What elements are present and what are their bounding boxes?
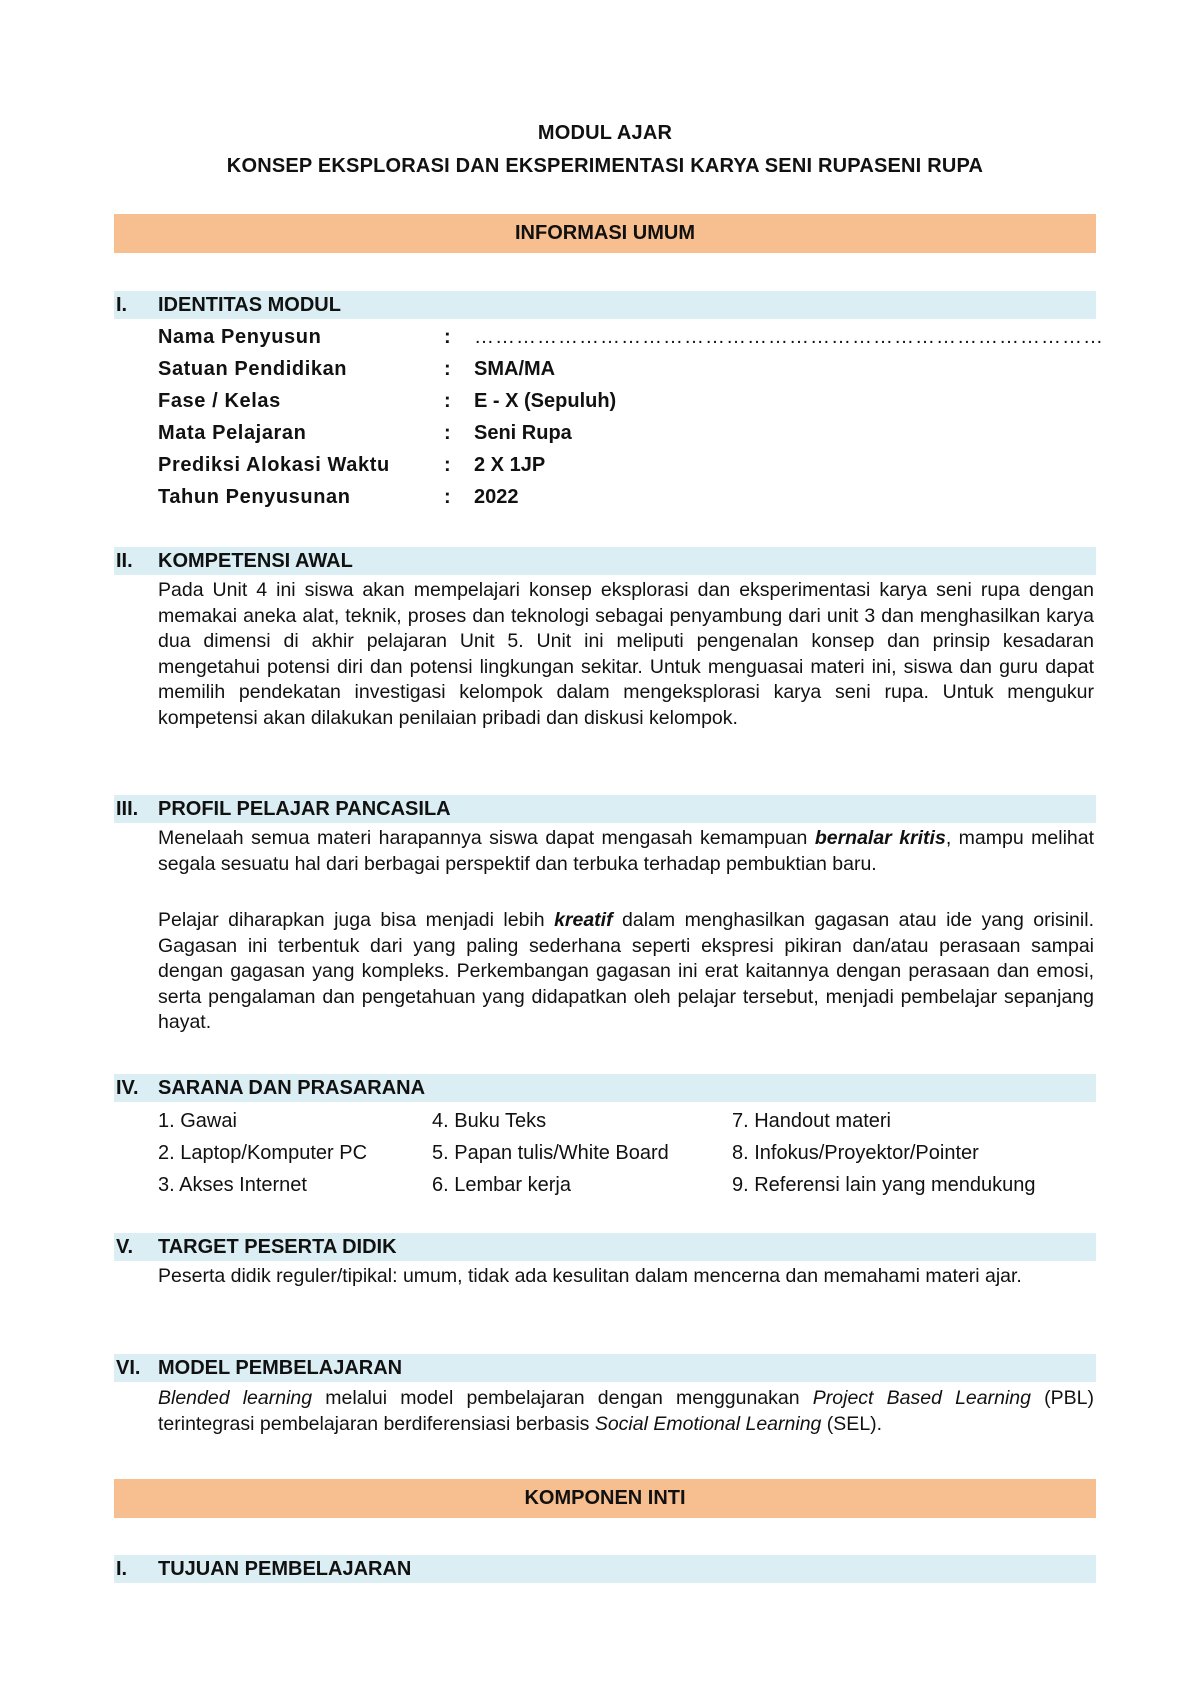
sarana-item: 7. Handout materi [732, 1110, 891, 1132]
profil-emphasis-bernalar-kritis: bernalar kritis [814, 827, 946, 849]
sarana-item: 2. Laptop/Komputer PC [158, 1142, 368, 1164]
section-title: TUJUAN PEMBELAJARAN [158, 1558, 412, 1580]
section-number: V. [116, 1236, 134, 1258]
identitas-key: Tahun Penyusunan [158, 486, 351, 508]
section-title: TARGET PESERTA DIDIK [158, 1236, 397, 1258]
model-text-part: melalui model pembelajaran dengan menggunakan [312, 1387, 813, 1409]
identitas-colon: : [444, 390, 451, 412]
profil-text: , mampu melihat segala sesuatu hal dari berbagai perspektif dan terbuka terhadap pembuktian baru. [158, 827, 1095, 875]
band-komponen-inti: KOMPONEN INTI [114, 1479, 1096, 1518]
profil-text: Menelaah semua materi harapannya siswa dapat mengasah kemampuan [158, 827, 815, 849]
section-number: III. [116, 798, 139, 820]
identitas-row-satuan-pendidikan [158, 354, 1098, 386]
section-title: PROFIL PELAJAR PANCASILA [158, 798, 451, 820]
sarana-item: 6. Lembar kerja [432, 1174, 571, 1196]
identitas-value: 2 X 1JP [474, 454, 546, 476]
identitas-key: Nama Penyusun [158, 326, 322, 348]
identitas-row-fase-kelas [158, 386, 1098, 418]
sarana-item: 5. Papan tulis/White Board [432, 1142, 669, 1164]
sarana-item: 4. Buku Teks [432, 1110, 547, 1132]
section-title: MODEL PEMBELAJARAN [158, 1357, 403, 1379]
identitas-colon: : [444, 358, 451, 380]
target-text: Peserta didik reguler/tipikal: umum, tidak ada kesulitan dalam mencerna dan memahami materi ajar. [158, 1265, 1022, 1287]
identitas-value: ……………………………………………………………………………… [474, 326, 1104, 348]
model-emphasis: Project Based Learning [812, 1387, 1031, 1409]
identitas-list [158, 322, 1104, 514]
identitas-key: Satuan Pendidikan [158, 358, 348, 380]
sarana-item: 3. Akses Internet [158, 1174, 307, 1196]
section-tujuan-pembelajaran [114, 1555, 1096, 1583]
section-number: II. [116, 550, 133, 572]
section-profil-pelajar [114, 795, 1096, 823]
section-identitas-modul [114, 291, 1096, 319]
profil-text: Pelajar diharapkan juga bisa menjadi lebih [158, 909, 555, 931]
section-sarana-prasarana [114, 1074, 1096, 1102]
identitas-key: Mata Pelajaran [158, 422, 307, 444]
section-kompetensi-awal [114, 547, 1096, 575]
kompetensi-awal-text: Pada Unit 4 ini siswa akan mempelajari konsep eksplorasi dan eksperimentasi karya seni rupa dengan memakai aneka alat, teknik, proses dan teknologi sebagai penyambung dari unit 3 dan menghasilkan karya dua dimensi di akhir pelajaran Unit 5. Unit ini meliputi pengenalan konsep dan prinsip kesadaran mengetahui potensi diri dan potensi lingkungan sekitar. Untuk menguasai materi ini, siswa dan guru dapat memilih pendekatan investigasi kelompok dalam mengeksplorasi karya seni rupa. Untuk mengukur kompetensi akan dilakukan penilaian pribadi dan diskusi kelompok. [158, 579, 1094, 729]
identitas-row-mata-pelajaran [158, 418, 1098, 450]
sarana-item: 9. Referensi lain yang mendukung [732, 1174, 1036, 1196]
section-title: SARANA DAN PRASARANA [158, 1077, 426, 1099]
model-text-part: (SEL). [821, 1412, 883, 1435]
identitas-colon: : [444, 422, 451, 444]
model-emphasis: Social Emotional Learning [594, 1412, 822, 1435]
section-number: IV. [116, 1077, 139, 1099]
identitas-colon: : [444, 486, 451, 508]
section-number: I. [116, 294, 128, 316]
identitas-value: Seni Rupa [474, 422, 572, 444]
identitas-value: 2022 [474, 486, 519, 508]
identitas-value: SMA/MA [474, 358, 556, 380]
profil-paragraph-2 [158, 908, 1094, 1036]
section-title: KOMPETENSI AWAL [158, 550, 353, 572]
section-model-pembelajaran [114, 1354, 1096, 1382]
section-number: VI. [116, 1357, 141, 1379]
document-subtitle: KONSEP EKSPLORASI DAN EKSPERIMENTASI KARYA SENI RUPASENI RUPA [226, 155, 984, 177]
identitas-colon: : [444, 454, 451, 476]
model-emphasis: Blended learning [158, 1387, 313, 1409]
sarana-item: 1. Gawai [158, 1110, 237, 1132]
sarana-item: 8. Infokus/Proyektor/Pointer [732, 1142, 979, 1164]
document-title: MODUL AJAR [537, 122, 673, 144]
identitas-colon: : [444, 326, 451, 348]
identitas-row-tahun-penyusunan [158, 482, 1098, 514]
identitas-value: E - X (Sepuluh) [474, 390, 617, 412]
section-target-peserta [114, 1233, 1096, 1261]
model-text [158, 1386, 1094, 1437]
model-text-part: (PBL) terintegrasi pembelajaran berdiferensiasi berbasis [158, 1387, 1094, 1435]
identitas-row-alokasi-waktu [158, 450, 1098, 482]
profil-emphasis-kreatif: kreatif [554, 909, 613, 931]
section-number: I. [116, 1558, 128, 1580]
band-informasi-umum: INFORMASI UMUM [114, 214, 1096, 253]
profil-paragraph-1 [158, 826, 1094, 877]
identitas-key: Fase / Kelas [158, 390, 281, 412]
identitas-key: Prediksi Alokasi Waktu [158, 454, 390, 476]
identitas-row-nama-penyusun [158, 322, 1104, 354]
profil-text: dalam menghasilkan gagasan atau ide yang orisinil. Gagasan ini terbentuk dari yang paling sederhana seperti ekspresi pikiran dan/atau perasaan sampai dengan gagasan yang kompleks. Perkembangan gagasan ini erat kaitannya dengan perasaan dan emosi, serta pengalaman dan pengetahuan yang didapatkan oleh pelajar tersebut, menjadi pembelajar sepanjang hayat. [158, 909, 1094, 1033]
section-title: IDENTITAS MODUL [158, 294, 341, 316]
